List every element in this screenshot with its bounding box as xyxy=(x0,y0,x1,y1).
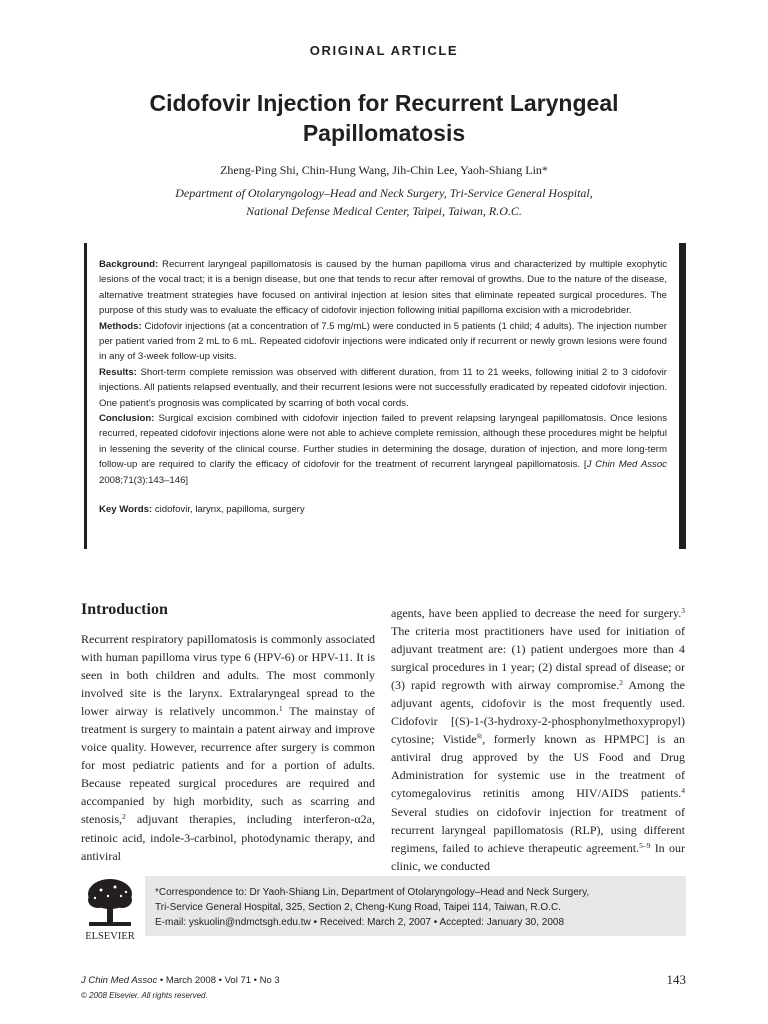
body-column-right xyxy=(391,604,685,875)
footer-journal-name: J Chin Med Assoc xyxy=(81,975,158,986)
reference-marker: 2 xyxy=(122,812,126,822)
correspondence-box xyxy=(145,876,686,936)
left-text-2: The mainstay of treatment is surgery to maintain a patent airway and improve voice quality. However, recurrence after surgery is common for most pediatric patients and for a portion of adults. Because repeated surgical procedures are required and accompanied by high morbidity, such as scarring and stenosis, xyxy=(81,704,375,827)
reference-marker: 2 xyxy=(619,678,623,688)
intro-paragraph-right xyxy=(391,604,685,875)
right-text-1: agents, have been applied to decrease the need for surgery. xyxy=(391,606,682,620)
conclusion-text: Surgical excision combined with cidofovir injection failed to prevent relapsing laryngeal papillomatosis. Once lesions recurred, repeated cidofovir injections alone were not able to achieve complete remission, although these procedures might be helpful in lessening the severity of the clinical course. Further studies in determining the dosage, duration of injection, and more long-term follow-up are required to clarify the efficacy of cidofovir for the treatment of recurrent laryngeal papillomatosis. xyxy=(99,413,667,471)
reference-marker: 3 xyxy=(681,606,685,615)
publisher-name: ELSEVIER xyxy=(85,931,135,942)
methods-text: Cidofovir injections (at a concentration of 7.5 mg/mL) were conducted in 5 patients (1 child; 4 adults). The injection number per patient varied from 2 mL to 6 mL. Repeated cidofovir injections were indicated only if recurrent or newly grown lesions were found in any of 3-week follow-up visits. xyxy=(99,320,667,363)
footer-journal-info xyxy=(81,975,280,986)
correspondence-line-2: Tri-Service General Hospital, 325, Section 2, Cheng-Kung Road, Taipei 114, Taiwan, R.O.C. xyxy=(155,902,561,913)
abstract-results xyxy=(99,365,667,411)
body-column-left xyxy=(81,630,375,865)
background-label: Background: xyxy=(99,259,159,270)
correspondence-line-1: *Correspondence to: Dr Yaoh-Shiang Lin, Department of Otolaryngology–Head and Neck Surgery, xyxy=(155,887,590,898)
page-number: 143 xyxy=(666,972,686,987)
citation-open: [ xyxy=(583,459,587,471)
right-text-3: Among the adjuvant agents, cidofovir is the most frequently used. Cidofovir [(S)-1-(3-hydroxy-2-phosphonylmethoxypropyl) cytosine; Vistide xyxy=(391,678,685,747)
results-label: Results: xyxy=(99,366,137,378)
article-title: Cidofovir Injection for Recurrent Laryngeal Papillomatosis xyxy=(149,90,619,146)
affiliation xyxy=(140,184,628,220)
background-text: Recurrent laryngeal papillomatosis is caused by the human papilloma virus and characterized by multiple exophytic lesions of the vocal tract; it is a benign disease, but one that tends to recur after removal of growths. Due to the nature of the disease, alternative treatment strategies have focused on antiviral injection at lesion sites that eliminate repeated surgical procedures. The purpose of this study was to evaluate the efficacy of cidofovir injection following initial papilloma excision with a microdebrider. xyxy=(99,259,668,317)
left-text-1: Recurrent respiratory papillomatosis is commonly associated with human papilloma virus type 6 (HPV-6) or HPV-11. It is seen in both children and adults. The most commonly involved site is the larynx. Extralaryngeal spread to the lower airway is relatively uncommon. xyxy=(81,632,375,719)
keywords-label: Key Words: xyxy=(99,504,153,516)
abstract-methods xyxy=(99,319,667,365)
section-label: ORIGINAL ARTICLE xyxy=(309,43,459,58)
results-text: Short-term complete remission was observed with different duration, from 11 to 21 weeks, following initial 2 to 3 cidofovir injections. All patients relapsed eventually, and their recurrent lesions were not successfully eradicated by repeated cidofovir injection. One patient’s prognosis was complicated by scarring of both vocal cords. xyxy=(99,366,667,409)
methods-label: Methods: xyxy=(99,320,142,332)
right-text-6: In our clinic, we conducted xyxy=(391,840,685,873)
footer-copyright: © 2008 Elsevier. All rights reserved. xyxy=(81,991,208,1000)
left-text-3: adjuvant therapies, including interferon-α2a, retinoic acid, indole-3-carbinol, photodynamic therapy, and antiviral xyxy=(81,812,375,863)
affiliation-line-1: Department of Otolaryngology–Head and Neck Surgery, Tri-Service General Hospital, xyxy=(175,186,593,200)
right-text-4: , formerly known as HPMPC] is an antiviral drug approved by the US Food and Drug Administration for systemic use in the treatment of cytomegalovirus retinitis among HIV/AIDS patients. xyxy=(391,732,685,801)
abstract-background xyxy=(99,257,667,319)
registered-mark: ® xyxy=(476,732,483,742)
reference-marker: 1 xyxy=(278,704,283,714)
citation-rest: 2008;71(3):143–146] xyxy=(99,474,189,486)
abstract-conclusion xyxy=(99,411,667,488)
author-list: Zheng-Ping Shi, Chin-Hung Wang, Jih-Chin Lee, Yaoh-Shiang Lin* xyxy=(220,163,548,177)
introduction-heading: Introduction xyxy=(81,601,168,618)
abstract-box xyxy=(84,243,686,549)
intro-paragraph-left xyxy=(81,630,375,865)
keywords-text: cidofovir, larynx, papilloma, surgery xyxy=(154,504,305,516)
right-text-5: Several studies on cidofovir injection for treatment of recurrent laryngeal papillomatosis (RLP), using different regimens, failed to achieve therapeutic agreement. xyxy=(391,804,685,855)
right-text-2: The criteria most practitioners have used for initiation of adjuvant treatment are: (1) patient undergoes more than 4 surgical procedures in 1 year; (2) distal spread of disease; or (3) rapid regrowth with airway compromise. xyxy=(391,624,685,693)
reference-marker: 5–9 xyxy=(639,840,651,850)
elsevier-logo xyxy=(81,876,139,942)
abstract-keywords xyxy=(99,502,667,517)
affiliation-line-2: National Defense Medical Center, Taipei, Taiwan, R.O.C. xyxy=(246,204,522,218)
elsevier-tree-icon xyxy=(81,876,139,942)
conclusion-label: Conclusion: xyxy=(99,413,155,425)
footer-issue: • March 2008 • Vol 71 • No 3 xyxy=(157,975,280,986)
correspondence-line-3: E-mail: yskuolin@ndmctsgh.edu.tw • Received: March 2, 2007 • Accepted: January 30, 2008 xyxy=(155,917,565,928)
reference-marker: 4 xyxy=(681,786,685,796)
citation-journal: J Chin Med Assoc xyxy=(586,459,667,471)
